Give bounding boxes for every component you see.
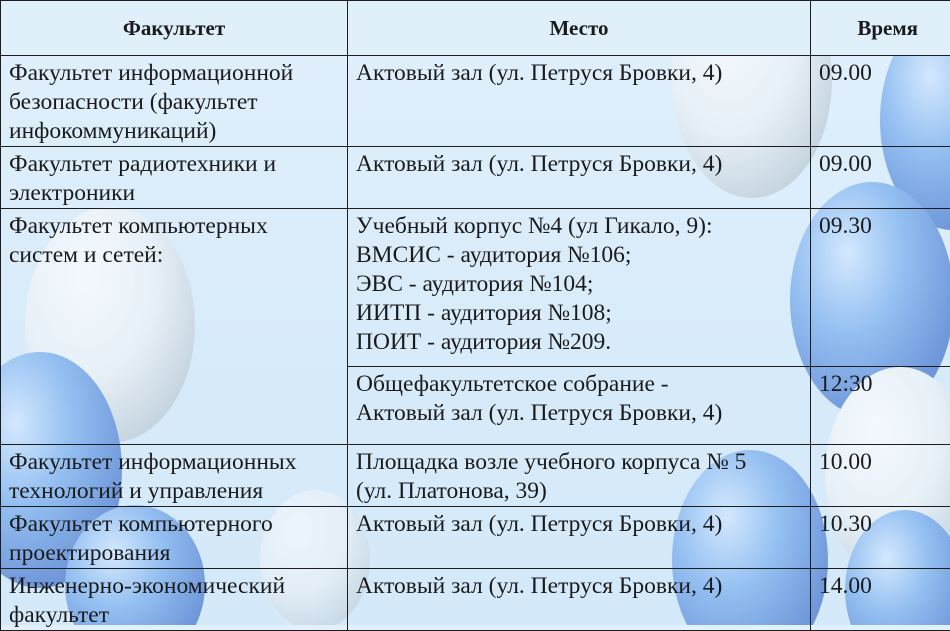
time-cell: 12:30: [811, 367, 950, 445]
time-cell: 09.00: [811, 56, 950, 147]
faculty-line: безопасности (факультет: [9, 88, 339, 117]
faculty-line: Факультет компьютерного: [9, 510, 339, 539]
place-line: (ул. Платонова, 39): [356, 477, 802, 506]
place-line: Актовый зал (ул. Петруся Бровки, 4): [356, 150, 802, 179]
header-place: Место: [348, 1, 811, 56]
place-line: Площадка возле учебного корпуса № 5: [356, 448, 802, 477]
header-faculty: Факультет: [1, 1, 348, 56]
faculty-line: инфокоммуникаций): [9, 117, 339, 146]
place-line: ЭВС - аудитория №104;: [356, 270, 802, 299]
place-cell: [348, 56, 811, 147]
place-cell: [348, 209, 811, 367]
faculty-line: технологий и управления: [9, 477, 339, 506]
faculty-line: Факультет информационных: [9, 448, 339, 477]
faculty-line: факультет: [9, 601, 339, 630]
faculty-cell: [1, 569, 348, 631]
faculty-cell: [1, 56, 348, 147]
faculty-line: электроники: [9, 179, 339, 208]
place-cell: [348, 445, 811, 507]
place-cell: [348, 367, 811, 445]
place-line: Актовый зал (ул. Петруся Бровки, 4): [356, 59, 802, 88]
time-cell: 10.00: [811, 445, 950, 507]
place-line: Актовый зал (ул. Петруся Бровки, 4): [356, 572, 802, 601]
header-row: [1, 1, 950, 56]
place-line: Учебный корпус №4 (ул Гикало, 9):: [356, 212, 802, 241]
time-cell: 14.00: [811, 569, 950, 631]
faculty-line: проектирования: [9, 539, 339, 568]
header-time: Время: [811, 1, 950, 56]
faculty-cell: [1, 209, 348, 445]
time-cell: 09.30: [811, 209, 950, 367]
table-row: [1, 445, 950, 507]
table-row: [1, 507, 950, 569]
time-cell: 10.30: [811, 507, 950, 569]
faculty-cell: [1, 445, 348, 507]
place-line: Актовый зал (ул. Петруся Бровки, 4): [356, 399, 802, 428]
place-line: ПОИТ - аудитория №209.: [356, 328, 802, 357]
faculty-cell: [1, 507, 348, 569]
faculty-line: Факультет информационной: [9, 59, 339, 88]
faculty-line: Факультет компьютерных: [9, 212, 339, 241]
place-line: ИИТП - аудитория №108;: [356, 299, 802, 328]
faculty-line: Факультет радиотехники и: [9, 150, 339, 179]
table-row: [1, 209, 950, 367]
table-row: [1, 56, 950, 147]
faculty-line: систем и сетей:: [9, 241, 339, 270]
place-line: Общефакультетское собрание -: [356, 370, 802, 399]
place-cell: [348, 147, 811, 209]
faculty-line: Инженерно-экономический: [9, 572, 339, 601]
place-line: ВМСИС - аудитория №106;: [356, 241, 802, 270]
table-row: [1, 147, 950, 209]
faculty-cell: [1, 147, 348, 209]
time-cell: 09.00: [811, 147, 950, 209]
table-row: [1, 569, 950, 631]
place-line: Актовый зал (ул. Петруся Бровки, 4): [356, 510, 802, 539]
place-cell: [348, 569, 811, 631]
place-cell: [348, 507, 811, 569]
